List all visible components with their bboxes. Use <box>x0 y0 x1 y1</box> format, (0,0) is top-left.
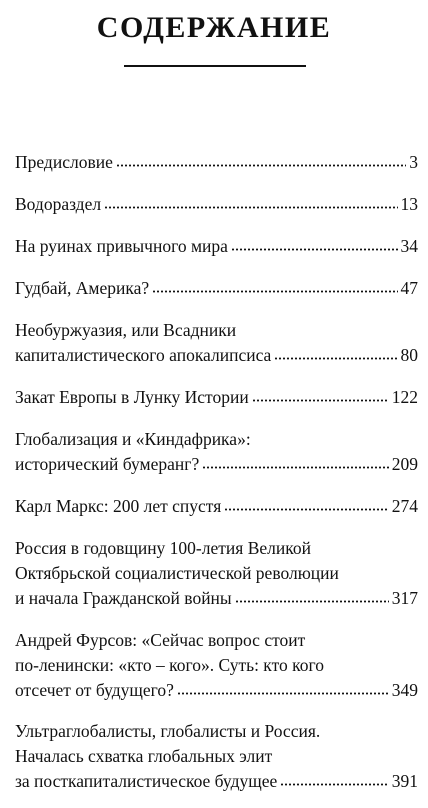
dot-leader <box>252 399 389 402</box>
dot-leader <box>202 466 389 469</box>
toc-entry-title: Октябрьской социалистической революции <box>15 563 339 583</box>
title-rule <box>124 65 306 67</box>
page-number: 349 <box>391 680 418 700</box>
page-number: 317 <box>391 588 418 608</box>
toc-entry-line <box>15 318 418 343</box>
toc-entry-last-line <box>15 494 418 519</box>
toc-entry-title: Началась схватка глобальных элит <box>15 746 273 766</box>
dot-leader <box>274 357 397 360</box>
dot-leader <box>235 600 389 603</box>
toc-entry-line <box>15 561 418 586</box>
table-of-contents <box>15 150 418 808</box>
toc-entry-line <box>15 628 418 653</box>
page-number: 122 <box>391 387 418 407</box>
page-number: 80 <box>400 345 418 365</box>
toc-entry-last-line <box>15 234 418 259</box>
page-number: 47 <box>400 278 418 298</box>
dot-leader <box>231 248 398 251</box>
toc-entry-title: Россия в годовщину 100-летия Великой <box>15 538 311 558</box>
toc-entry <box>15 234 418 259</box>
toc-entry <box>15 276 418 301</box>
toc-entry-last-line <box>15 192 418 217</box>
toc-entry-title: Гудбай, Америка? <box>15 278 150 298</box>
dot-leader <box>152 290 397 293</box>
toc-entry <box>15 192 418 217</box>
toc-entry-title: Ультраглобалисты, глобалисты и Россия. <box>15 721 321 741</box>
toc-entry-title: Водораздел <box>15 194 102 214</box>
page-number: 34 <box>400 236 418 256</box>
toc-entry-title: Закат Европы в Лунку Истории <box>15 387 249 407</box>
toc-entry-last-line <box>15 385 418 410</box>
toc-entry-title: Глобализация и «Киндафрика»: <box>15 429 251 449</box>
page-number: 209 <box>391 454 418 474</box>
toc-entry-line <box>15 719 418 744</box>
toc-entry-line <box>15 427 418 452</box>
dot-leader <box>224 508 389 511</box>
toc-entry-title: На руинах привычного мира <box>15 236 228 256</box>
dot-leader <box>116 164 406 167</box>
page-number: 274 <box>391 496 418 516</box>
toc-entry-title: и начала Гражданской войны <box>15 588 232 608</box>
toc-entry <box>15 427 418 477</box>
dot-leader <box>104 206 397 209</box>
dot-leader <box>177 692 389 695</box>
toc-entry-title: за посткапиталистическое будущее <box>15 771 278 791</box>
toc-entry-title: по-ленински: «кто – кого». Суть: кто кого <box>15 655 324 675</box>
toc-entry <box>15 385 418 410</box>
toc-entry-last-line <box>15 678 418 703</box>
page-number: 13 <box>400 194 418 214</box>
toc-entry-title: исторический бумеранг? <box>15 454 200 474</box>
toc-entry <box>15 719 418 794</box>
toc-entry-last-line <box>15 586 418 611</box>
toc-entry-title: Андрей Фурсов: «Сейчас вопрос стоит <box>15 630 306 650</box>
toc-entry <box>15 628 418 703</box>
toc-entry-title: Необуржуазия, или Всадники <box>15 320 237 340</box>
toc-entry-last-line <box>15 769 418 794</box>
toc-entry-title: Карл Маркс: 200 лет спустя <box>15 496 222 516</box>
toc-entry <box>15 318 418 368</box>
toc-entry-last-line <box>15 343 418 368</box>
toc-entry-title: Предисловие <box>15 152 113 172</box>
toc-entry <box>15 494 418 519</box>
toc-entry-last-line <box>15 276 418 301</box>
page-number: 3 <box>409 152 418 172</box>
page-number: 391 <box>391 771 418 791</box>
toc-entry-line <box>15 536 418 561</box>
dot-leader <box>280 783 389 786</box>
toc-entry-title: капиталистического апокалипсиса <box>15 345 272 365</box>
toc-entry-title: отсечет от будущего? <box>15 680 174 700</box>
toc-entry-line <box>15 653 418 678</box>
toc-entry-last-line <box>15 452 418 477</box>
toc-entry <box>15 150 418 175</box>
toc-entry-last-line <box>15 150 418 175</box>
toc-entry <box>15 536 418 611</box>
page-title: СОДЕРЖАНИЕ <box>96 11 332 44</box>
